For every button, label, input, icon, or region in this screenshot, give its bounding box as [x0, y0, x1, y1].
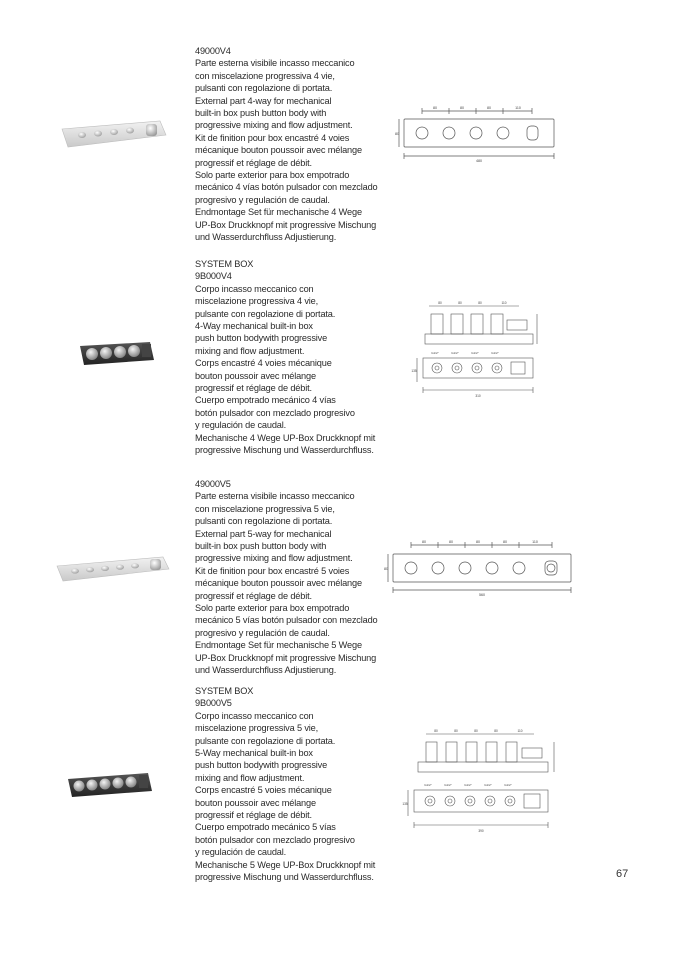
dim-spacing: 80 [460, 106, 464, 110]
description-line: bouton poussoir avec mélange [195, 797, 316, 808]
product-code: 49000V4 [195, 46, 231, 56]
port-label: G1/2" [431, 351, 439, 355]
dim-height: 80 [395, 132, 399, 136]
dim-height: 80 [384, 567, 388, 571]
description-line: progressif et réglage de débit. [195, 383, 312, 394]
description-line: Kit de finition pour box encastré 5 voies [195, 565, 350, 576]
description-line: Solo parte exterior para box empotrado [195, 603, 350, 614]
dim-spacing: 80 [487, 106, 491, 110]
technical-drawing-49000v4 [392, 104, 572, 169]
product-series: SYSTEM BOX [195, 686, 254, 696]
description-line: pulsante con regolazione di portata. [195, 308, 336, 319]
dim-width: 480 [476, 159, 482, 163]
description-line: mecánico 5 vías botón pulsador con mezclado [195, 615, 378, 626]
description-line: con miscelazione progressiva 4 vie, [195, 70, 335, 81]
dim-spacing: 80 [476, 540, 480, 544]
product-photo-49000v5 [55, 553, 171, 590]
dim-spacing: 110 [532, 540, 538, 544]
dim-spacing: 80 [434, 729, 438, 733]
description-line: Mechanische 5 Wege UP-Box Druckknopf mit [195, 859, 376, 870]
description-line: External part 4-way for mechanical [195, 95, 332, 106]
dim-spacing: 110 [517, 729, 523, 733]
description-line: mécanique bouton poussoir avec mélange [195, 578, 362, 589]
product-code: 9B000V5 [195, 698, 232, 709]
description-line: miscelazione progressiva 5 vie, [195, 723, 319, 734]
dim-spacing: 80 [458, 301, 462, 305]
description-line: External part 5-way for mechanical [195, 528, 332, 539]
technical-drawing-9b000v4 [403, 300, 553, 407]
description-line: botón pulsador con mezclado progresivo [195, 407, 355, 418]
description-line: progresivo y regulación de caudal. [195, 627, 330, 638]
description-line: Endmontage Set für mechanische 4 Wege [195, 207, 362, 218]
description-line: pulsanti con regolazione di portata. [195, 83, 333, 94]
description-line: progressif et réglage de débit. [195, 157, 312, 168]
description-line: built-in box push button body with [195, 108, 327, 119]
description-line: Corpo incasso meccanico con [195, 710, 314, 721]
dim-spacing: 110 [501, 301, 507, 305]
description-line: Cuerpo empotrado mecánico 5 vías [195, 822, 336, 833]
product-text-9b000v4 [195, 258, 405, 457]
dim-spacing: 80 [433, 106, 437, 110]
technical-drawing-9b000v5 [398, 728, 568, 843]
dim-width: 560 [479, 593, 485, 597]
product-series: SYSTEM BOX [195, 259, 254, 269]
port-label: G1/2" [464, 783, 472, 787]
description-line: y regulación de caudal. [195, 420, 287, 431]
port-label: G1/2" [424, 783, 432, 787]
description-line: mixing and flow adjustment. [195, 345, 305, 356]
description-line: pulsanti con regolazione di portata. [195, 516, 333, 527]
product-photo-9b000v5 [66, 770, 154, 805]
page-number: 67 [616, 868, 629, 880]
description-line: pulsante con regolazione di portata. [195, 735, 336, 746]
dim-spacing: 110 [515, 106, 521, 110]
port-label: G1/2" [491, 351, 499, 355]
description-line: UP-Box Druckknopf mit progressive Mischung [195, 652, 377, 663]
description-line: progressive Mischung und Wasserdurchfluss. [195, 445, 374, 456]
description-line: progressive Mischung und Wasserdurchfluss. [195, 872, 374, 883]
dim-spacing: 80 [449, 540, 453, 544]
description-line: Corpo incasso meccanico con [195, 283, 314, 294]
description-line: Kit de finition pour box encastré 4 voies [195, 132, 350, 143]
description-line: Parte esterna visibile incasso meccanico [195, 491, 355, 502]
description-line: Corps encastré 4 voies mécanique [195, 358, 332, 369]
product-text-49000v5 [195, 478, 405, 677]
product-text-9b000v5 [195, 685, 405, 884]
dim-spacing: 80 [478, 301, 482, 305]
port-label: G1/2" [504, 783, 512, 787]
product-code: 9B000V4 [195, 271, 232, 282]
product-text-49000v4 [195, 45, 405, 244]
port-label: G1/2" [444, 783, 452, 787]
dim-spacing: 80 [503, 540, 507, 544]
description-line: Mechanische 4 Wege UP-Box Druckknopf mit [195, 432, 376, 443]
description-line: Cuerpo empotrado mecánico 4 vías [195, 395, 336, 406]
dim-depth: 135 [411, 369, 417, 373]
description-line: bouton poussoir avec mélange [195, 370, 316, 381]
description-line: con miscelazione progressiva 5 vie, [195, 503, 335, 514]
dim-spacing: 80 [422, 540, 426, 544]
description-line: push button bodywith progressive [195, 760, 328, 771]
dim-width: 310 [475, 394, 481, 398]
description-line: push button bodywith progressive [195, 333, 328, 344]
port-label: G1/2" [451, 351, 459, 355]
dim-spacing: 80 [494, 729, 498, 733]
dim-spacing: 80 [454, 729, 458, 733]
description-line: progresivo y regulación de caudal. [195, 194, 330, 205]
description-line: 4-Way mechanical built-in box [195, 321, 313, 332]
description-line: progressive mixing and flow adjustment. [195, 553, 353, 564]
technical-drawing-49000v5 [382, 538, 578, 603]
dim-depth: 135 [402, 802, 408, 806]
description-line: botón pulsador con mezclado progresivo [195, 834, 355, 845]
product-code: 49000V5 [195, 479, 231, 489]
port-label: G1/2" [484, 783, 492, 787]
description-line: mecánico 4 vías botón pulsador con mezclado [195, 182, 378, 193]
description-line: progressive mixing and flow adjustment. [195, 120, 353, 131]
product-photo-9b000v4 [78, 338, 156, 373]
description-line: Parte esterna visibile incasso meccanico [195, 58, 355, 69]
dim-spacing: 80 [474, 729, 478, 733]
description-line: 5-Way mechanical built-in box [195, 748, 313, 759]
description-line: mixing and flow adjustment. [195, 772, 305, 783]
description-line: Corps encastré 5 voies mécanique [195, 785, 332, 796]
product-photo-49000v4 [60, 117, 168, 156]
description-line: miscelazione progressiva 4 vie, [195, 296, 319, 307]
description-line: progressif et réglage de débit. [195, 590, 312, 601]
description-line: y regulación de caudal. [195, 847, 287, 858]
description-line: built-in box push button body with [195, 541, 327, 552]
description-line: und Wasserdurchfluss Adjustierung. [195, 665, 337, 676]
description-line: Solo parte exterior para box empotrado [195, 170, 350, 181]
description-line: UP-Box Druckknopf mit progressive Mischung [195, 219, 377, 230]
description-line: progressif et réglage de débit. [195, 810, 312, 821]
description-line: und Wasserdurchfluss Adjustierung. [195, 232, 337, 243]
description-line: mécanique bouton poussoir avec mélange [195, 145, 362, 156]
dim-width: 390 [478, 829, 484, 833]
description-line: Endmontage Set für mechanische 5 Wege [195, 640, 362, 651]
dim-spacing: 80 [438, 301, 442, 305]
port-label: G1/2" [471, 351, 479, 355]
